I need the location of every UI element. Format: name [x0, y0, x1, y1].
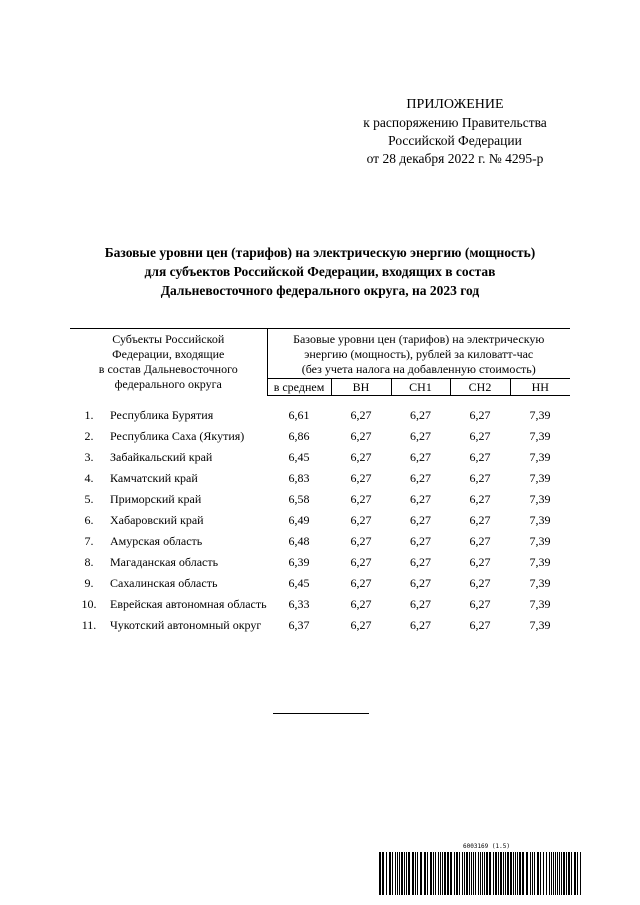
row-number: 11.	[81, 618, 97, 632]
tariff-value: 6,61	[288, 408, 310, 422]
barcode-bar	[473, 852, 474, 895]
row-number: 5.	[84, 492, 94, 506]
barcode-bar	[571, 852, 572, 895]
tariff-value: 6,27	[410, 534, 431, 548]
column-header-sn1: СН1	[391, 379, 450, 396]
barcode-bar	[447, 852, 449, 895]
barcode-bar	[549, 852, 550, 895]
subjects-header-line-1: Субъекты Российской	[112, 332, 225, 346]
column-header-vn: ВН	[331, 379, 391, 396]
barcode-bar	[568, 852, 570, 895]
barcode-bar	[486, 852, 488, 895]
barcode-bar	[489, 852, 491, 895]
barcode-bar	[482, 852, 483, 895]
barcode-bar	[450, 852, 452, 895]
tariff-value: 6,27	[350, 471, 372, 485]
tariff-value: 6,27	[469, 492, 491, 506]
row-number: 6.	[84, 513, 94, 527]
barcode-bar	[442, 852, 443, 895]
barcode-bar	[395, 852, 396, 895]
levels-header-line-3: (без учета налога на добавленную стоимость)	[301, 362, 536, 376]
tariff-value: 6,27	[350, 534, 372, 548]
barcode-bar	[522, 852, 524, 895]
barcode-bar	[532, 852, 533, 895]
column-header-nn: НН	[510, 379, 570, 396]
tariff-value: 7,39	[529, 450, 551, 464]
barcode-bar	[471, 852, 472, 895]
barcode-bar	[469, 852, 470, 895]
table-row	[70, 573, 570, 594]
tariff-value: 6,27	[410, 555, 431, 569]
table-row	[70, 426, 570, 447]
appendix-line-3: от 28 декабря 2022 г. № 4295-р	[366, 151, 544, 166]
barcode-bar	[513, 852, 514, 895]
table-body	[70, 405, 570, 636]
table-row	[70, 510, 570, 531]
tariff-value: 6,83	[288, 471, 310, 485]
barcode-bar	[408, 852, 410, 895]
tariff-value: 6,48	[288, 534, 310, 548]
barcode-bar	[386, 852, 387, 895]
barcode-bar	[553, 852, 554, 895]
table-row	[70, 489, 570, 510]
barcode-bar	[420, 852, 422, 895]
table-row	[70, 615, 570, 636]
barcode-label: 6003169 (1.5)	[463, 843, 510, 850]
subjects-header-line-4: федерального округа	[114, 377, 222, 391]
barcode-bar	[557, 852, 558, 895]
subject-name: Чукотский автономный округ	[110, 618, 262, 632]
subjects-column-header	[70, 329, 267, 396]
barcode-icon	[378, 852, 584, 895]
tariff-value: 6,27	[469, 597, 491, 611]
table-row	[70, 531, 570, 552]
tariff-value: 6,45	[288, 450, 310, 464]
subject-name: Приморский край	[110, 492, 202, 506]
subject-name: Республика Саха (Якутия)	[110, 429, 245, 443]
barcode-bar	[464, 852, 465, 895]
appendix-line-2: Российской Федерации	[388, 133, 522, 148]
row-number: 9.	[84, 576, 94, 590]
row-number: 10.	[81, 597, 97, 611]
table-row	[70, 447, 570, 468]
barcode-bar	[574, 852, 576, 895]
tariff-value: 6,27	[410, 450, 431, 464]
barcode-bar	[498, 852, 499, 895]
tariff-value: 7,39	[529, 618, 551, 632]
barcode-bar	[382, 852, 384, 895]
barcode-bar	[537, 852, 539, 895]
barcode-bar	[401, 852, 403, 895]
tariff-value: 7,39	[529, 555, 551, 569]
table-header	[70, 328, 570, 396]
tariff-value: 7,39	[529, 471, 551, 485]
barcode-bar	[493, 852, 494, 895]
tariff-value: 6,45	[288, 576, 310, 590]
barcode-bar	[503, 852, 504, 895]
tariff-value: 6,27	[469, 450, 491, 464]
barcode-bar	[543, 852, 544, 895]
barcode	[378, 843, 584, 895]
tariff-value: 6,27	[350, 597, 372, 611]
tariff-value: 6,27	[350, 618, 372, 632]
appendix-heading: ПРИЛОЖЕНИЕ	[406, 97, 504, 112]
tariff-value: 7,39	[529, 513, 551, 527]
title-line-2: для субъектов Российской Федерации, входящих в состав	[144, 264, 496, 279]
subject-name: Сахалинская область	[110, 576, 218, 590]
levels-header-line-1: Базовые уровни цен (тарифов) на электрическую	[293, 332, 545, 346]
barcode-bar	[427, 852, 428, 895]
barcode-bar	[475, 852, 476, 895]
tariff-value: 7,39	[529, 534, 551, 548]
levels-column-header	[267, 329, 570, 379]
barcode-bar	[454, 852, 455, 895]
tariff-value: 6,27	[410, 492, 431, 506]
barcode-bar	[530, 852, 531, 895]
barcode-bar	[577, 852, 578, 895]
barcode-bar	[478, 852, 479, 895]
barcode-bar	[466, 852, 468, 895]
barcode-bar	[480, 852, 481, 895]
tariff-value: 7,39	[529, 597, 551, 611]
subjects-header-line-2: Федерации, входящие	[112, 347, 225, 361]
tariff-value: 6,27	[410, 471, 431, 485]
table-row	[70, 405, 570, 426]
tariff-value: 6,27	[469, 408, 491, 422]
barcode-bar	[500, 852, 502, 895]
tariff-value: 6,27	[410, 597, 431, 611]
tariff-table	[70, 328, 570, 636]
subject-name: Еврейская автономная область	[110, 597, 267, 611]
tariff-value: 6,27	[350, 408, 372, 422]
tariff-value: 6,39	[288, 555, 310, 569]
barcode-bar	[389, 852, 391, 895]
barcode-bar	[406, 852, 407, 895]
levels-header-line-2: энергию (мощность), рублей за киловатт-час	[304, 347, 534, 361]
barcode-bar	[534, 852, 535, 895]
barcode-bar	[462, 852, 463, 895]
subjects-header-line-3: в состав Дальневосточного	[98, 362, 238, 376]
row-number: 8.	[84, 555, 94, 569]
tariff-value: 6,86	[288, 429, 310, 443]
barcode-bar	[526, 852, 528, 895]
tariff-value: 6,27	[410, 429, 431, 443]
subject-name: Республика Бурятия	[110, 408, 214, 422]
barcode-bar	[404, 852, 405, 895]
barcode-bar	[433, 852, 434, 895]
barcode-bar	[412, 852, 414, 895]
barcode-bar	[440, 852, 441, 895]
barcode-bar	[484, 852, 485, 895]
tariff-value: 6,27	[469, 429, 491, 443]
tariff-value: 6,27	[350, 450, 372, 464]
row-number: 2.	[84, 429, 94, 443]
title-line-3: Дальневосточного федерального округа, на 2023 год	[160, 283, 480, 298]
tariff-value: 6,49	[288, 513, 310, 527]
subject-name: Забайкальский край	[110, 450, 213, 464]
subject-name: Амурская область	[110, 534, 203, 548]
title-line-1: Базовые уровни цен (тарифов) на электрическую энергию (мощность)	[104, 245, 536, 260]
tariff-value: 6,27	[469, 513, 491, 527]
barcode-bar	[392, 852, 393, 895]
barcode-bar	[424, 852, 426, 895]
tariff-value: 6,27	[410, 408, 431, 422]
table-row	[70, 552, 570, 573]
barcode-bar	[459, 852, 460, 895]
tariff-value: 6,27	[350, 576, 372, 590]
tariff-value: 6,27	[469, 534, 491, 548]
row-number: 1.	[84, 408, 94, 422]
tariff-value: 7,39	[529, 408, 551, 422]
tariff-value: 6,27	[350, 513, 372, 527]
barcode-bar	[561, 852, 562, 895]
tariff-value: 6,27	[469, 618, 491, 632]
end-separator-line	[273, 713, 369, 714]
tariff-value: 6,27	[350, 492, 372, 506]
tariff-value: 7,39	[529, 492, 551, 506]
subject-name: Магаданская область	[110, 555, 219, 569]
subject-name: Хабаровский край	[110, 513, 204, 527]
row-number: 7.	[84, 534, 94, 548]
barcode-bar	[555, 852, 556, 895]
barcode-bar	[566, 852, 567, 895]
barcode-bar	[430, 852, 432, 895]
barcode-bar	[546, 852, 547, 895]
table-row	[70, 468, 570, 489]
tariff-value: 6,27	[350, 555, 372, 569]
barcode-bar	[517, 852, 518, 895]
tariff-value: 6,27	[469, 555, 491, 569]
row-number: 4.	[84, 471, 94, 485]
barcode-bar	[379, 852, 381, 895]
barcode-bar	[397, 852, 398, 895]
barcode-bar	[444, 852, 446, 895]
barcode-bar	[563, 852, 565, 895]
barcode-bar	[415, 852, 416, 895]
barcode-bar	[515, 852, 516, 895]
barcode-bar	[399, 852, 400, 895]
barcode-bar	[580, 852, 581, 895]
appendix-block	[330, 96, 580, 168]
subject-name: Камчатский край	[110, 471, 198, 485]
barcode-bar	[505, 852, 506, 895]
barcode-bar	[540, 852, 541, 895]
tariff-value: 6,27	[410, 576, 431, 590]
appendix-line-1: к распоряжению Правительства	[363, 115, 547, 130]
table-row	[70, 594, 570, 615]
barcode-bar	[559, 852, 560, 895]
barcode-bar	[417, 852, 418, 895]
barcode-bar	[438, 852, 439, 895]
barcode-bar	[551, 852, 552, 895]
tariff-value: 7,39	[529, 429, 551, 443]
tariff-value: 6,27	[469, 471, 491, 485]
tariff-value: 7,39	[529, 576, 551, 590]
row-number: 3.	[84, 450, 94, 464]
barcode-bar	[510, 852, 512, 895]
tariff-value: 6,27	[350, 429, 372, 443]
barcode-bar	[495, 852, 497, 895]
tariff-value: 6,27	[410, 513, 431, 527]
tariff-value: 6,27	[469, 576, 491, 590]
barcode-bar	[435, 852, 436, 895]
tariff-value: 6,37	[288, 618, 310, 632]
tariff-value: 6,58	[288, 492, 310, 506]
barcode-bar	[507, 852, 509, 895]
column-header-average: в среднем	[267, 379, 331, 396]
column-header-sn2: СН2	[450, 379, 510, 396]
barcode-bar	[519, 852, 521, 895]
tariff-value: 6,33	[288, 597, 310, 611]
tariff-value: 6,27	[410, 618, 431, 632]
barcode-bar	[456, 852, 458, 895]
document-title	[60, 243, 580, 300]
